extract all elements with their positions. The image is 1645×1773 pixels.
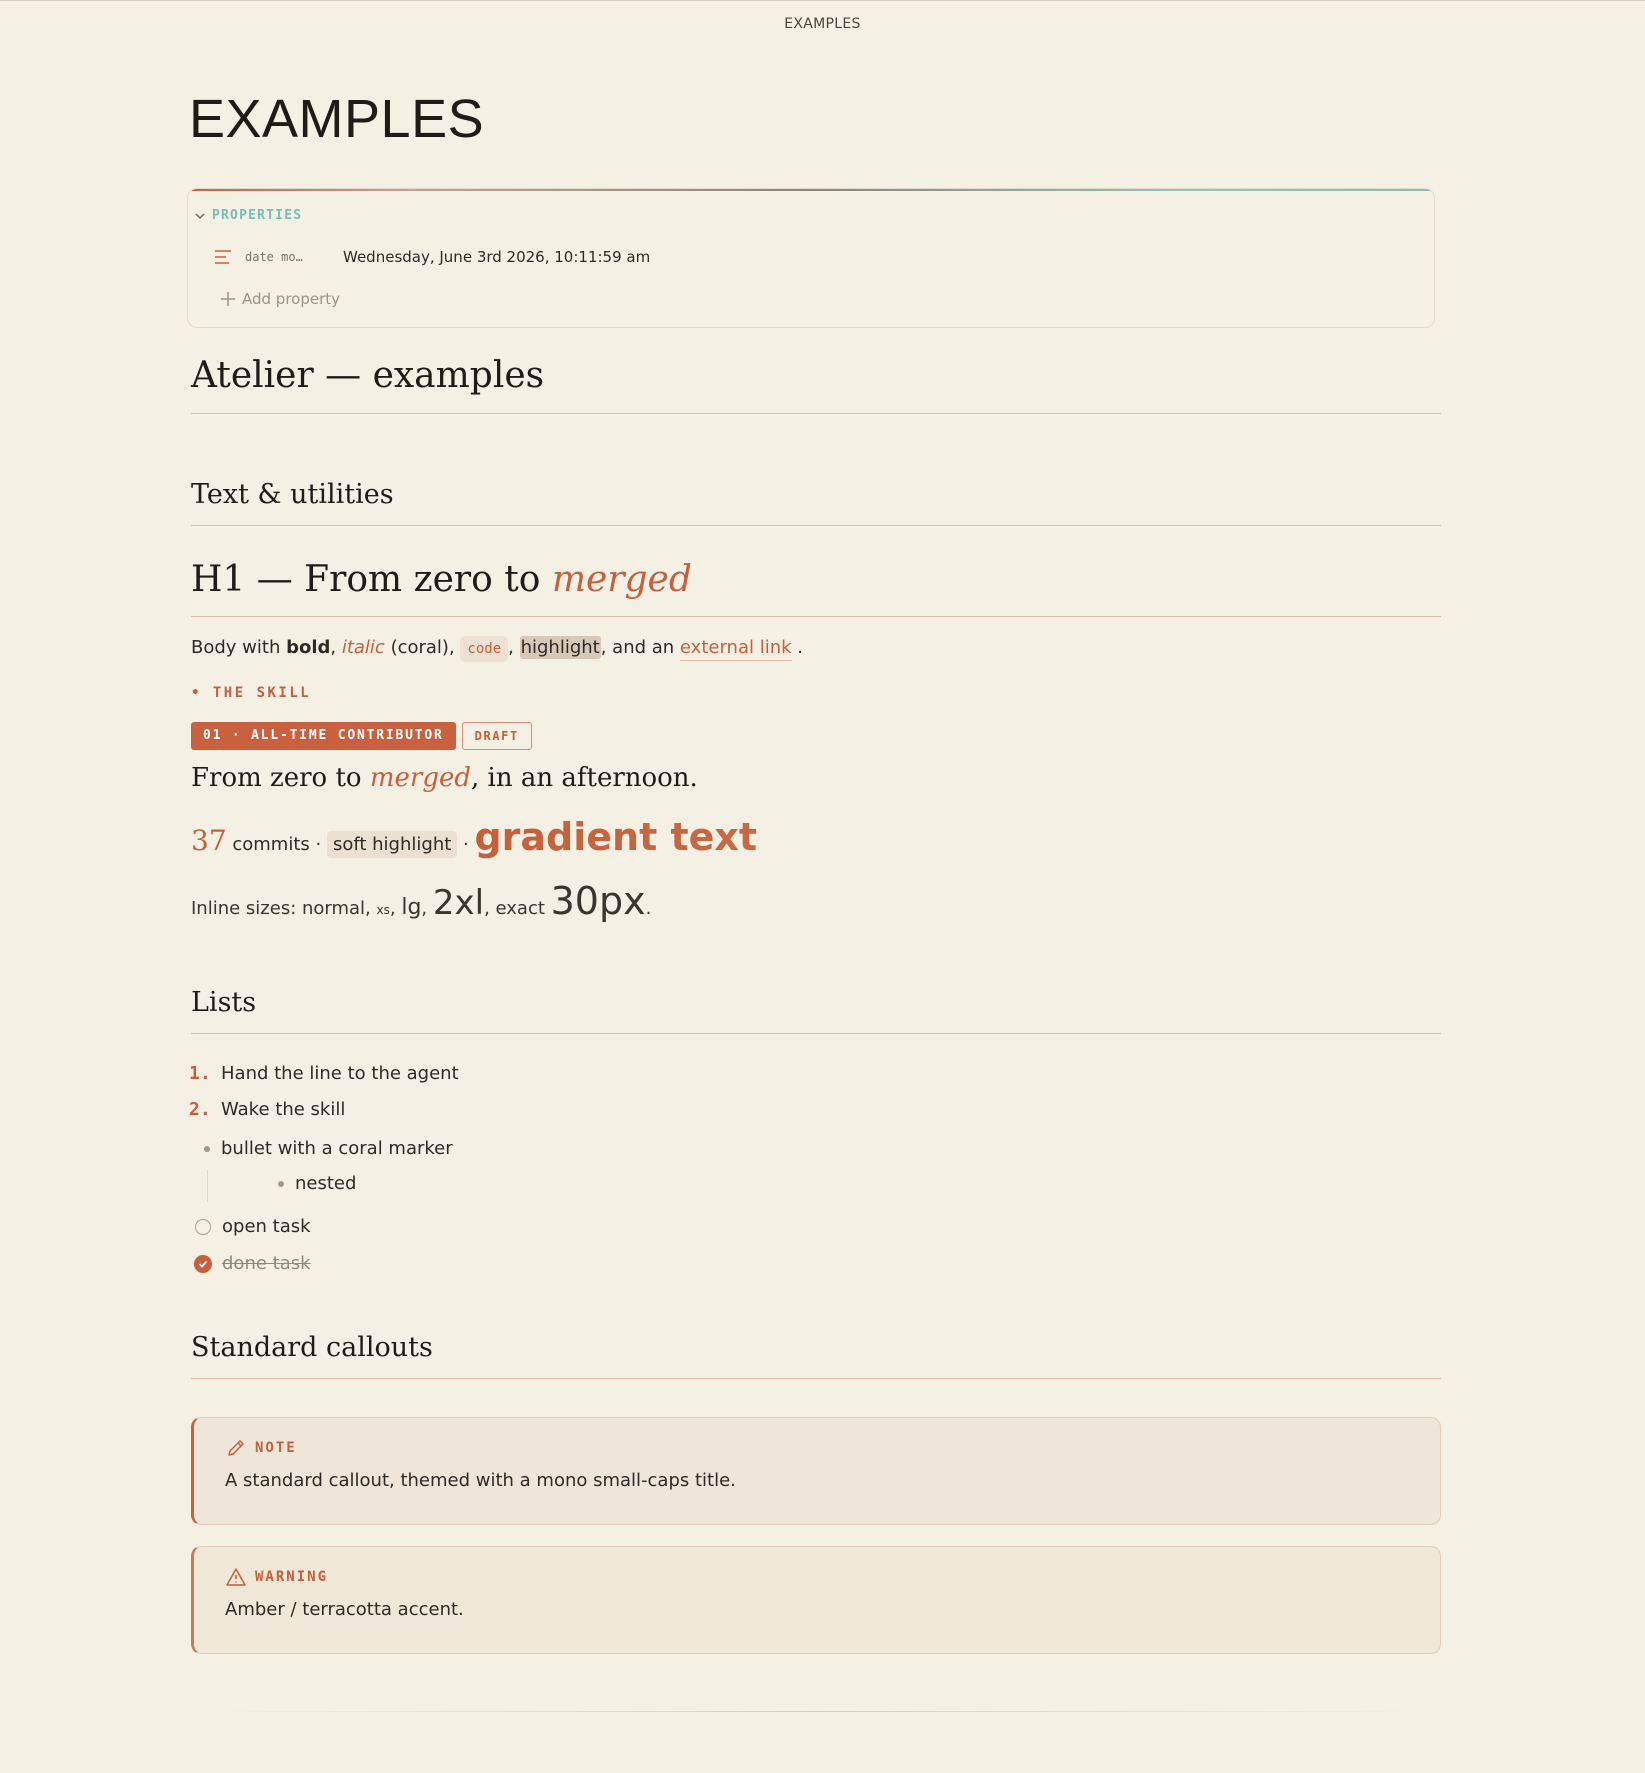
tagline-accent: merged — [369, 763, 471, 793]
pencil-icon — [225, 1437, 247, 1459]
h1-prefix: H1 — From zero to — [191, 559, 552, 600]
chevron-down-icon — [194, 210, 206, 222]
bullet-text: bullet with a coral marker — [221, 1138, 453, 1159]
gradient-text: gradient text — [474, 815, 758, 859]
tagline-text: From zero to — [191, 763, 370, 793]
task-text: done task — [222, 1253, 311, 1274]
document-title: Atelier — examples — [191, 355, 545, 396]
properties-toggle[interactable] — [194, 208, 302, 223]
list-item-text: Wake the skill — [221, 1099, 346, 1120]
callout-body: Amber / terracotta accent. — [225, 1599, 464, 1620]
properties-gradient-bar — [188, 189, 1434, 191]
callout-body: A standard callout, themed with a mono small-caps title. — [225, 1470, 736, 1491]
list-item — [191, 1099, 345, 1120]
h1-rule — [191, 616, 1441, 617]
property-value[interactable]: Wednesday, June 3rd 2026, 10:11:59 am — [343, 248, 651, 266]
nested-bullet-item — [278, 1173, 356, 1194]
body-text: , — [508, 637, 520, 658]
body-paragraph — [191, 637, 803, 658]
note-callout — [191, 1417, 1441, 1525]
list-item-text: Hand the line to the agent — [221, 1063, 459, 1084]
add-property-button[interactable] — [220, 290, 340, 308]
bullet-marker — [278, 1181, 284, 1187]
callout-header — [225, 1566, 328, 1588]
inline-sizes-line — [191, 879, 651, 923]
list-number: 2. — [189, 1099, 211, 1120]
property-row[interactable] — [214, 248, 650, 266]
inline-code: code — [460, 636, 508, 662]
tab-title: EXAMPLES — [784, 16, 861, 32]
footer-divider — [200, 1711, 1430, 1712]
property-key[interactable]: date mo… — [245, 250, 303, 264]
task-checkbox-checked[interactable] — [194, 1255, 212, 1273]
nested-text: nested — [295, 1173, 357, 1194]
list-item — [191, 1063, 459, 1084]
h1-accent: merged — [551, 559, 692, 600]
callout-header — [225, 1437, 297, 1459]
size-2xl: 2xl — [432, 883, 485, 923]
bullet-item — [204, 1138, 453, 1159]
callouts-rule — [191, 1378, 1441, 1379]
sizes-text: , exact — [484, 898, 551, 919]
body-text: Body with — [191, 637, 287, 658]
commits-label: commits · — [226, 834, 327, 855]
commit-count: 37 — [191, 824, 227, 857]
size-30px: 30px — [550, 879, 646, 923]
h1-heading — [191, 559, 692, 600]
title-rule — [191, 413, 1441, 414]
stats-line — [191, 815, 757, 859]
size-lg: lg — [401, 895, 422, 920]
body-text: . — [791, 637, 803, 658]
nest-guide — [207, 1170, 208, 1202]
draft-badge: DRAFT — [462, 722, 532, 750]
section-heading-lists: Lists — [191, 987, 257, 1018]
lists-rule — [191, 1033, 1441, 1034]
kicker-label: • THE SKILL — [191, 685, 312, 701]
top-border — [0, 0, 1645, 1]
task-checkbox[interactable] — [195, 1219, 211, 1235]
properties-panel — [187, 188, 1435, 328]
plus-icon — [220, 291, 236, 307]
sizes-text: , — [421, 898, 433, 919]
tagline — [191, 763, 698, 793]
callout-title: WARNING — [255, 1569, 329, 1585]
italic-text: italic — [341, 637, 385, 658]
size-xs: xs — [376, 903, 390, 917]
properties-label: PROPERTIES — [212, 208, 303, 223]
separator: · — [457, 834, 475, 855]
sizes-text: . — [645, 898, 652, 919]
sizes-text: Inline sizes: normal, — [191, 898, 377, 919]
task-text: open task — [222, 1216, 311, 1237]
add-property-label: Add property — [242, 290, 341, 308]
body-text: , and an — [600, 637, 680, 658]
contributor-badge: 01 · ALL-TIME CONTRIBUTOR — [191, 722, 456, 750]
tagline-text: , in an afternoon. — [471, 763, 698, 793]
warning-triangle-icon — [225, 1566, 247, 1588]
section-heading-text: Text & utilities — [191, 479, 394, 510]
body-text: , — [330, 637, 342, 658]
check-icon — [198, 1259, 208, 1269]
badge-row — [191, 722, 532, 750]
bold-text: bold — [286, 637, 331, 658]
list-number: 1. — [189, 1063, 211, 1084]
highlight-text: highlight — [520, 637, 600, 658]
external-link[interactable]: external link — [680, 637, 792, 661]
task-item-done — [191, 1253, 311, 1274]
task-item-open — [191, 1216, 311, 1237]
section-heading-callouts: Standard callouts — [191, 1332, 433, 1363]
section-rule — [191, 525, 1441, 526]
bullet-marker — [204, 1146, 210, 1152]
warning-callout — [191, 1546, 1441, 1654]
sizes-text: , — [389, 898, 402, 919]
text-lines-icon — [214, 249, 232, 265]
page-title: EXAMPLES — [189, 89, 485, 149]
callout-title: NOTE — [255, 1440, 297, 1456]
soft-highlight: soft highlight — [327, 831, 457, 858]
body-text: (coral), — [384, 637, 461, 658]
